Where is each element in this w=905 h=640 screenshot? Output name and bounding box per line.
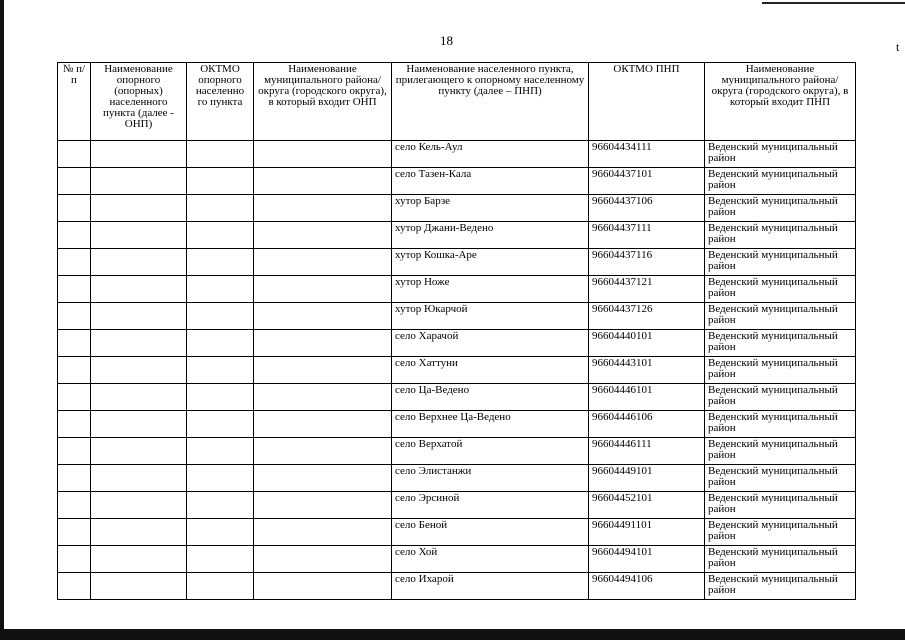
cell-onp-oktmo — [187, 573, 254, 600]
cell-onp-district — [254, 546, 392, 573]
table-row — [58, 411, 856, 438]
table-row — [58, 249, 856, 276]
cell-pnp-name: село Харачой — [392, 330, 589, 357]
cell-pnp-district: Веденский муниципальный район — [705, 195, 856, 222]
cell-number — [58, 195, 91, 222]
cell-pnp-name: хутор Кошка-Аре — [392, 249, 589, 276]
cell-pnp-oktmo: 96604440101 — [589, 330, 705, 357]
cell-number — [58, 438, 91, 465]
header-onp-oktmo: ОКТМО опорного населенно го пункта — [187, 63, 254, 141]
cell-pnp-district: Веденский муниципальный район — [705, 303, 856, 330]
cell-onp-district — [254, 168, 392, 195]
cell-onp-name — [91, 438, 187, 465]
cell-pnp-district: Веденский муниципальный район — [705, 222, 856, 249]
cell-onp-oktmo — [187, 303, 254, 330]
cell-onp-oktmo — [187, 276, 254, 303]
cell-pnp-district: Веденский муниципальный район — [705, 465, 856, 492]
table-body — [58, 141, 856, 600]
cell-number — [58, 411, 91, 438]
cell-onp-name — [91, 465, 187, 492]
cell-pnp-district: Веденский муниципальный район — [705, 519, 856, 546]
cell-onp-name — [91, 573, 187, 600]
cell-pnp-name: хутор Юкарчой — [392, 303, 589, 330]
cell-onp-oktmo — [187, 438, 254, 465]
cell-number — [58, 276, 91, 303]
cell-pnp-district: Веденский муниципальный район — [705, 357, 856, 384]
cell-onp-name — [91, 141, 187, 168]
cell-pnp-oktmo: 96604437121 — [589, 276, 705, 303]
cell-onp-district — [254, 195, 392, 222]
cell-onp-oktmo — [187, 168, 254, 195]
cell-pnp-district: Веденский муниципальный район — [705, 330, 856, 357]
cell-number — [58, 357, 91, 384]
cell-pnp-name: село Хой — [392, 546, 589, 573]
cell-pnp-name: село Верхатой — [392, 438, 589, 465]
cell-onp-name — [91, 195, 187, 222]
cell-onp-oktmo — [187, 384, 254, 411]
cell-pnp-oktmo: 96604434111 — [589, 141, 705, 168]
cell-pnp-district: Веденский муниципальный район — [705, 492, 856, 519]
cell-pnp-name: село Беной — [392, 519, 589, 546]
table-row — [58, 465, 856, 492]
cell-onp-name — [91, 357, 187, 384]
cell-onp-district — [254, 141, 392, 168]
page-number: 18 — [440, 33, 453, 48]
cell-pnp-name: хутор Ноже — [392, 276, 589, 303]
cell-pnp-oktmo: 96604446101 — [589, 384, 705, 411]
table-row — [58, 357, 856, 384]
cell-number — [58, 141, 91, 168]
cell-pnp-district: Веденский муниципальный район — [705, 573, 856, 600]
table-row — [58, 195, 856, 222]
table-row — [58, 519, 856, 546]
scan-border-top — [762, 2, 905, 4]
cell-pnp-name: село Ца-Ведено — [392, 384, 589, 411]
table-row — [58, 384, 856, 411]
cell-onp-oktmo — [187, 222, 254, 249]
cell-number — [58, 168, 91, 195]
cell-pnp-name: село Эрсиной — [392, 492, 589, 519]
table-row — [58, 573, 856, 600]
cell-pnp-name: село Кель-Аул — [392, 141, 589, 168]
cell-onp-oktmo — [187, 492, 254, 519]
cell-pnp-oktmo: 96604446111 — [589, 438, 705, 465]
cell-pnp-oktmo: 96604437116 — [589, 249, 705, 276]
cell-onp-district — [254, 384, 392, 411]
cell-pnp-district: Веденский муниципальный район — [705, 141, 856, 168]
cell-number — [58, 492, 91, 519]
cell-number — [58, 222, 91, 249]
header-onp-district: Наименование муниципального района/округа (городского округа), в который входит ОНП — [254, 63, 392, 141]
cell-onp-district — [254, 411, 392, 438]
cell-pnp-name: село Верхнее Ца-Ведено — [392, 411, 589, 438]
cell-onp-district — [254, 357, 392, 384]
header-pnp-district: Наименование муниципального района/округа (городского округа), в который входит ПНП — [705, 63, 856, 141]
cell-pnp-name: село Тазен-Кала — [392, 168, 589, 195]
table-row — [58, 141, 856, 168]
cell-number — [58, 303, 91, 330]
table-row — [58, 330, 856, 357]
cell-pnp-district: Веденский муниципальный район — [705, 276, 856, 303]
cell-onp-oktmo — [187, 141, 254, 168]
cell-pnp-oktmo: 96604494101 — [589, 546, 705, 573]
cell-pnp-oktmo: 96604437101 — [589, 168, 705, 195]
scan-border-bottom — [0, 629, 905, 640]
cell-onp-name — [91, 546, 187, 573]
table-row — [58, 546, 856, 573]
cell-pnp-oktmo: 96604494106 — [589, 573, 705, 600]
cell-onp-district — [254, 438, 392, 465]
cell-onp-oktmo — [187, 465, 254, 492]
cell-pnp-district: Веденский муниципальный район — [705, 438, 856, 465]
cell-pnp-district: Веденский муниципальный район — [705, 411, 856, 438]
cell-onp-district — [254, 222, 392, 249]
cell-onp-name — [91, 384, 187, 411]
cell-onp-name — [91, 222, 187, 249]
cell-onp-oktmo — [187, 411, 254, 438]
corner-mark: t — [896, 40, 900, 54]
cell-number — [58, 519, 91, 546]
cell-onp-oktmo — [187, 546, 254, 573]
cell-onp-oktmo — [187, 195, 254, 222]
cell-number — [58, 384, 91, 411]
cell-onp-oktmo — [187, 519, 254, 546]
cell-onp-name — [91, 492, 187, 519]
cell-number — [58, 330, 91, 357]
cell-onp-district — [254, 492, 392, 519]
table-row — [58, 303, 856, 330]
cell-pnp-oktmo: 96604443101 — [589, 357, 705, 384]
cell-number — [58, 546, 91, 573]
cell-onp-district — [254, 303, 392, 330]
cell-pnp-oktmo: 96604452101 — [589, 492, 705, 519]
table-header-row — [58, 63, 856, 141]
cell-pnp-district: Веденский муниципальный район — [705, 249, 856, 276]
cell-onp-oktmo — [187, 330, 254, 357]
cell-onp-oktmo — [187, 249, 254, 276]
cell-pnp-name: село Ихарой — [392, 573, 589, 600]
cell-onp-district — [254, 276, 392, 303]
cell-number — [58, 465, 91, 492]
header-number: № п/п — [58, 63, 91, 141]
cell-pnp-oktmo: 96604437106 — [589, 195, 705, 222]
cell-onp-name — [91, 519, 187, 546]
table-row — [58, 222, 856, 249]
cell-onp-district — [254, 330, 392, 357]
cell-pnp-name: хутор Барзе — [392, 195, 589, 222]
cell-onp-name — [91, 168, 187, 195]
cell-onp-district — [254, 465, 392, 492]
cell-onp-district — [254, 249, 392, 276]
cell-onp-oktmo — [187, 357, 254, 384]
cell-pnp-district: Веденский муниципальный район — [705, 384, 856, 411]
cell-pnp-name: село Хаттуни — [392, 357, 589, 384]
cell-number — [58, 249, 91, 276]
table-row — [58, 492, 856, 519]
cell-pnp-name: село Элистанжи — [392, 465, 589, 492]
cell-onp-name — [91, 276, 187, 303]
cell-pnp-oktmo: 96604449101 — [589, 465, 705, 492]
scan-border-left — [0, 0, 4, 640]
cell-pnp-district: Веденский муниципальный район — [705, 168, 856, 195]
header-pnp-oktmo: ОКТМО ПНП — [589, 63, 705, 141]
cell-pnp-district: Веденский муниципальный район — [705, 546, 856, 573]
settlements-table — [57, 62, 856, 600]
cell-pnp-oktmo: 96604491101 — [589, 519, 705, 546]
table-row — [58, 276, 856, 303]
cell-onp-name — [91, 330, 187, 357]
cell-onp-district — [254, 573, 392, 600]
cell-onp-name — [91, 303, 187, 330]
table-row — [58, 438, 856, 465]
cell-pnp-oktmo: 96604437111 — [589, 222, 705, 249]
cell-number — [58, 573, 91, 600]
cell-onp-name — [91, 249, 187, 276]
cell-onp-name — [91, 411, 187, 438]
header-onp-name: Наименование опорного (опорных) населенного пункта (далее - ОНП) — [91, 63, 187, 141]
header-pnp-name: Наименование населенного пункта, прилегающего к опорному населенному пункту (далее – ПНП) — [392, 63, 589, 141]
cell-onp-district — [254, 519, 392, 546]
table-row — [58, 168, 856, 195]
cell-pnp-oktmo: 96604446106 — [589, 411, 705, 438]
cell-pnp-name: хутор Джани-Ведено — [392, 222, 589, 249]
cell-pnp-oktmo: 96604437126 — [589, 303, 705, 330]
